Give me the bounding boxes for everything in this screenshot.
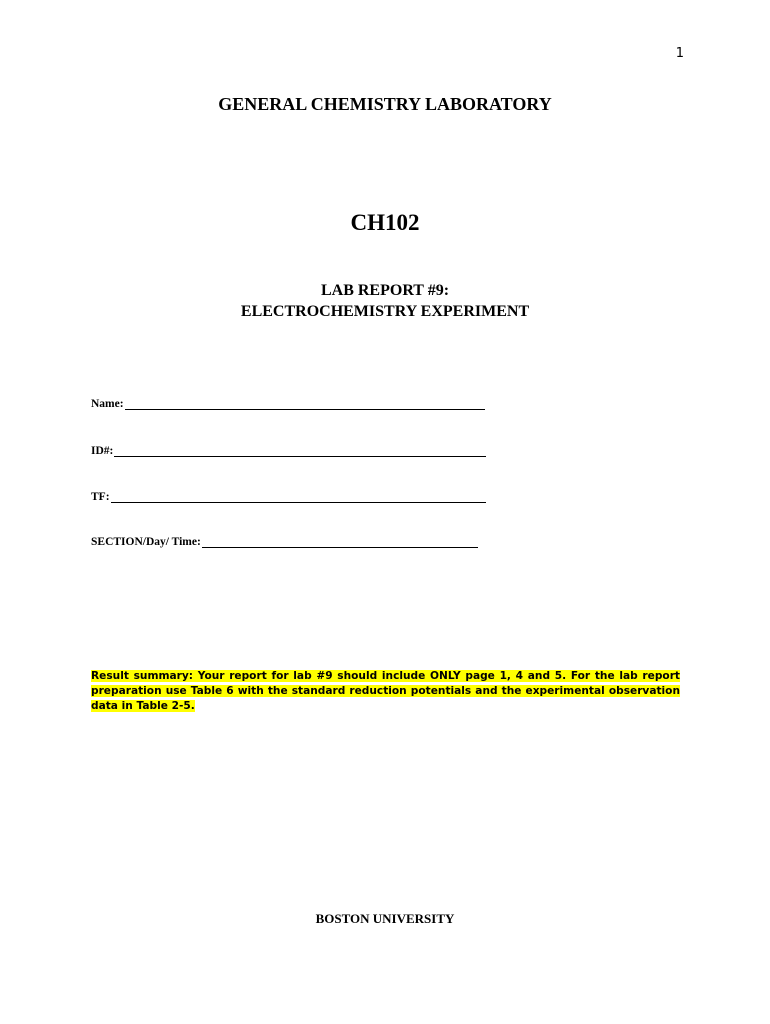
tf-blank-line (111, 491, 486, 503)
id-field (91, 445, 486, 457)
tf-label: TF: (91, 491, 110, 503)
name-blank-line (125, 398, 485, 410)
name-label: Name: (91, 398, 124, 410)
experiment-name: ELECTROCHEMISTRY EXPERIMENT (240, 303, 530, 320)
tf-field (91, 491, 486, 503)
section-blank-line (202, 536, 478, 548)
result-summary-text: Result summary: Your report for lab #9 should include ONLY page 1, 4 and 5. For the lab report preparation use Table 6 with the standard reduction potentials and the experimental observation data in Table 2-5. (91, 670, 680, 712)
id-label: ID#: (91, 445, 114, 457)
id-blank-line (114, 445, 486, 457)
report-number: LAB REPORT #9: (320, 282, 450, 299)
institution-name: BOSTON UNIVERSITY (315, 911, 455, 926)
section-label: SECTION/Day/ Time: (91, 536, 201, 548)
course-code: CH102 (350, 210, 420, 235)
page-number: 1 (675, 46, 684, 61)
lab-title: GENERAL CHEMISTRY LABORATORY (218, 94, 552, 114)
report-title (0, 280, 770, 322)
section-field (91, 536, 478, 548)
name-field (91, 398, 485, 410)
result-summary (91, 669, 680, 714)
